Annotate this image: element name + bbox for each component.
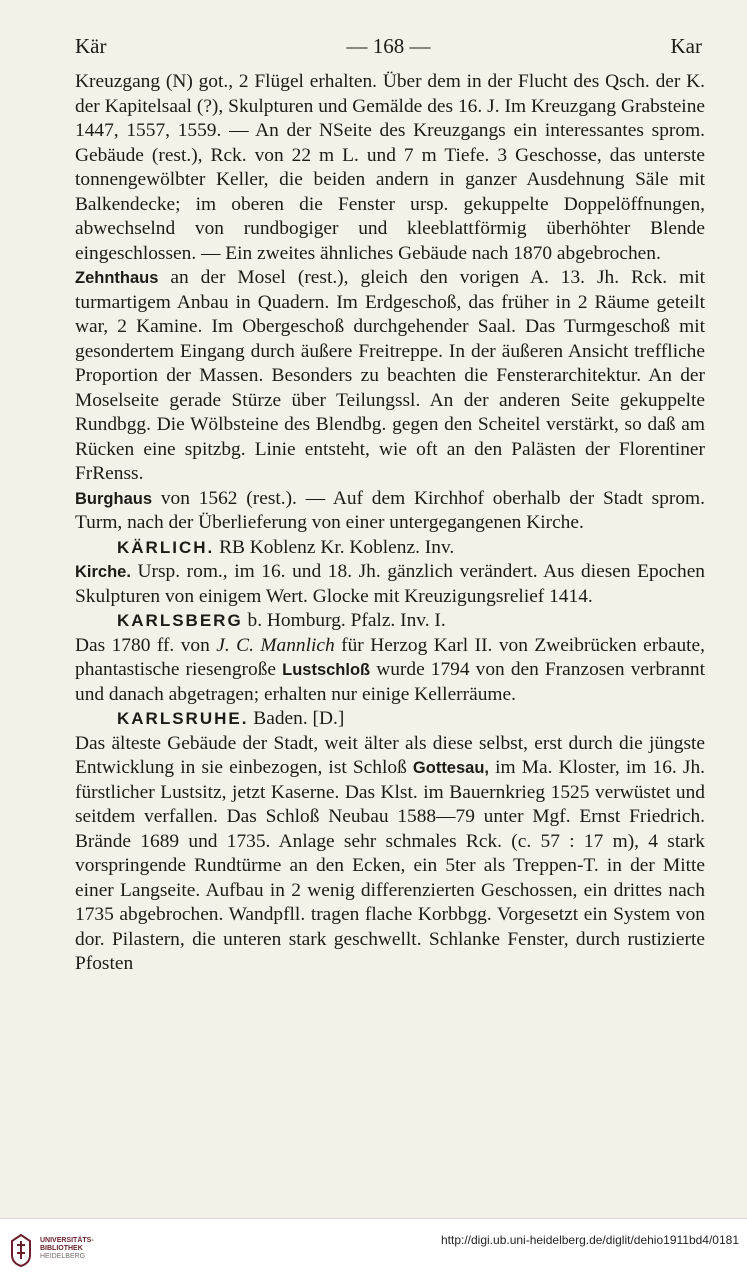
library-seal-icon (8, 1233, 34, 1267)
source-url-link[interactable]: http://digi.ub.uni-heidelberg.de/diglit/dehio1911bd4/0181 (440, 1233, 739, 1247)
footer-bar (0, 1218, 747, 1277)
karlsberg-body-a: Das 1780 ff. von (75, 634, 217, 656)
kirche-text: Ursp. rom., im 16. und 18. Jh. gänzlich verändert. Aus diesen Epochen Skulpturen von einigem Wert. Glocke mit Kreuzigungsrelief 1414. (75, 561, 705, 607)
term-lustschloss: Lustschloß (282, 661, 371, 679)
logo-line-3: HEIDELBERG (40, 1253, 86, 1260)
entry-karlsberg (75, 609, 705, 634)
paragraph-zehnthaus (75, 266, 705, 487)
karlsruhe-body-a: Das älteste Gebäude der Stadt, weit älter als diese selbst, erst durch die jüngste Entwicklung in sie einbezogen, ist Schloß (75, 732, 705, 778)
body-text (75, 70, 705, 977)
karlsruhe-body-b: im Ma. Kloster, im 16. Jh. fürstlicher Lustsitz, jetzt Kaserne. Das Klst. im Bauernkrieg 1525 verwüstet und seitdem verfallen. Das Schloß Neubau 1588—79 unter Mgf. Ernst Friedrich. Brände 1689 und 1735. Anlage sehr schmales Rck. (c. 57 : 17 m), 4 stark vorspringende Rundtürme an den Ecken, ein 5ter als Treppen-T. in der Mitte einer Langseite. Aufbau in 2 wenig differenzierten Geschossen, ein drittes nach 1735 abgebrochen. Wandpfll. tragen flache Korbbgg. Vorgesetzt ein System von dor. Pilastern, die unteren stark geschwellt. Schlanke Fenster, durch rustizierte Pfosten (75, 757, 705, 974)
architect-name: J. C. Mannlich (216, 634, 335, 656)
karlsberg-location: b. Homburg. Pfalz. Inv. I. (242, 610, 446, 631)
paragraph-kreuzgang-text: Kreuzgang (N) got., 2 Flügel erhalten. Über dem in der Flucht des Qsch. der K. der Kapitelsaal (?), Skulpturen und Gemälde des 16. J. Im Kreuzgang Grabsteine 1447, 1557, 1559. — An der NSeite des Kreuzgangs ein interessantes sprom. Gebäude (rest.), Rck. von 22 m L. und 7 m Tiefe. 3 Geschosse, das unterste tonnengewölbter Keller, die beiden andern in ganzer Ausdehnung Säle mit Balkendecke; im oberen die Fenster ursp. gekuppelte Doppelöffnungen, abwechselnd von rundbogiger und kleeblattförmig überhöhter Blende eingeschlossen. — Ein zweites ähnliches Gebäude nach 1870 abgebrochen. (75, 71, 705, 264)
paragraph-burghaus (75, 487, 705, 536)
running-head (75, 34, 702, 62)
heading-karlsruhe: KARLSRUHE. (117, 709, 249, 728)
paragraph-karlsruhe (75, 732, 705, 977)
logo-line-1: UNIVERSITÄTS- (40, 1237, 94, 1244)
karlich-location: RB Koblenz Kr. Koblenz. Inv. (214, 536, 455, 558)
burghaus-text: von 1562 (rest.). — Auf dem Kirchhof oberhalb der Stadt sprom. Turm, nach der Überlieferung von einer untergegangenen Kirche. (75, 487, 705, 533)
paragraph-kirche (75, 560, 705, 609)
karlsberg-body-c: wurde 1794 von den Franzosen verbrannt und danach abgetragen; erhalten nur einige Kellerräume. (75, 659, 705, 705)
running-head-left: Kär (75, 34, 107, 58)
term-burghaus: Burghaus (75, 489, 153, 508)
heading-karlsberg: KARLSBERG (117, 611, 243, 630)
term-kirche: Kirche. (75, 563, 131, 581)
logo-line-2: BIBLIOTHEK (40, 1245, 83, 1252)
karlsberg-body-b: für Herzog Karl II. von Zweibrücken erbaute, phantastische riesengroße (75, 634, 705, 680)
page-number: — 168 — (346, 34, 431, 58)
paragraph-kreuzgang (75, 70, 705, 266)
term-gottesau: Gottesau, (412, 759, 490, 777)
heading-karlich: KÄRLICH. (117, 537, 215, 557)
entry-karlich (75, 536, 705, 561)
running-head-right: Kar (670, 34, 702, 58)
term-zehnthaus: Zehnthaus (75, 269, 159, 287)
entry-karlsruhe (75, 707, 705, 732)
karlsruhe-location: Baden. [D.] (248, 708, 345, 729)
zehnthaus-text: an der Mosel (rest.), gleich den vorigen A. 13. Jh. Rck. mit turmartigem Anbau in Quadern. Im Erdgeschoß, das früher in 2 Räume geteilt war, 2 Kamine. Im Obergeschoß durchgehender Saal. Das Turmgeschoß mit gesondertem Eingang durch äußere Freitreppe. In der äußeren Ansicht treffliche Proportion der Massen. Besonders zu beachten die Fensterarchitektur. An der Moselseite gerade Stürze über Teilungssl. An der anderen Seite gekuppelte Rundbgg. Die Wölbsteine des Blendbg. gegen den Scheitel verstärkt, so daß am Rücken eine spitzbg. Linie entsteht, wie oft an den Palästen der Florentiner FrRenss. (75, 267, 705, 484)
library-logo[interactable] (8, 1231, 98, 1271)
paragraph-karlsberg (75, 634, 705, 708)
library-name (40, 1237, 120, 1261)
